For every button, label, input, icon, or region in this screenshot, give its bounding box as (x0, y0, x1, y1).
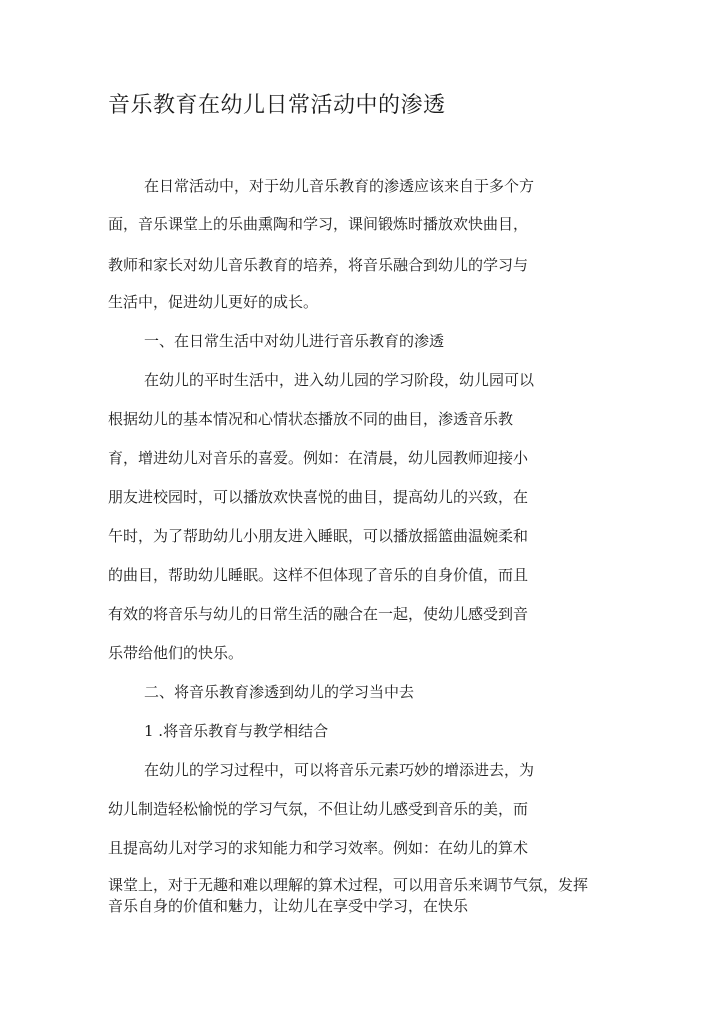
paragraph-line: 在幼儿的学习过程中，可以将音乐元素巧妙的增添进去，为 (144, 761, 535, 779)
paragraph-line: 午时，为了帮助幼儿小朋友进入睡眠，可以播放摇篮曲温婉柔和 (108, 527, 529, 545)
paragraph-line: 课堂上，对于无趣和难以理解的算术过程，可以用音乐来调节气氛，发挥 (108, 876, 589, 894)
paragraph-line: 面，音乐课堂上的乐曲熏陶和学习，课间锻炼时播放欢快曲目， (108, 215, 529, 233)
paragraph-line: 有效的将音乐与幼儿的日常生活的融合在一起，使幼儿感受到音 (108, 605, 529, 623)
paragraph-line: 育，增进幼儿对音乐的喜爱。例如：在清晨，幼儿园教师迎接小 (108, 449, 529, 467)
paragraph-line: 在日常活动中，对于幼儿音乐教育的渗透应该来自于多个方 (144, 177, 535, 195)
paragraph-line: 幼儿制造轻松愉悦的学习气氛，不但让幼儿感受到音乐的美，而 (108, 800, 529, 818)
paragraph-line: 生活中，促进幼儿更好的成长。 (108, 293, 319, 311)
paragraph-line: 朋友进校园时，可以播放欢快喜悦的曲目，提高幼儿的兴致，在 (108, 488, 529, 506)
paragraph-line: 且提高幼儿对学习的求知能力和学习效率。例如：在幼儿的算术 (108, 839, 529, 857)
paragraph-line: 教师和家长对幼儿音乐教育的培养，将音乐融合到幼儿的学习与 (108, 256, 529, 274)
subsection-heading: 1 .将音乐教育与教学相结合 (144, 722, 329, 740)
paragraph-line: 音乐自身的价值和魅力，让幼儿在享受中学习，在快乐 (108, 897, 469, 915)
paragraph-line: 在幼儿的平时生活中，进入幼儿园的学习阶段，幼儿园可以 (144, 371, 535, 389)
paragraph-line: 乐带给他们的快乐。 (108, 644, 244, 662)
paragraph-line: 的曲目，帮助幼儿睡眠。这样不但体现了音乐的自身价值，而且 (108, 566, 529, 584)
document-title: 音乐教育在幼儿日常活动中的渗透 (108, 93, 446, 118)
section-heading: 一、在日常生活中对幼儿进行音乐教育的渗透 (144, 332, 445, 350)
section-heading: 二、将音乐教育渗透到幼儿的学习当中去 (144, 683, 415, 701)
paragraph-line: 根据幼儿的基本情况和心情状态播放不同的曲目，渗透音乐教 (108, 410, 514, 428)
